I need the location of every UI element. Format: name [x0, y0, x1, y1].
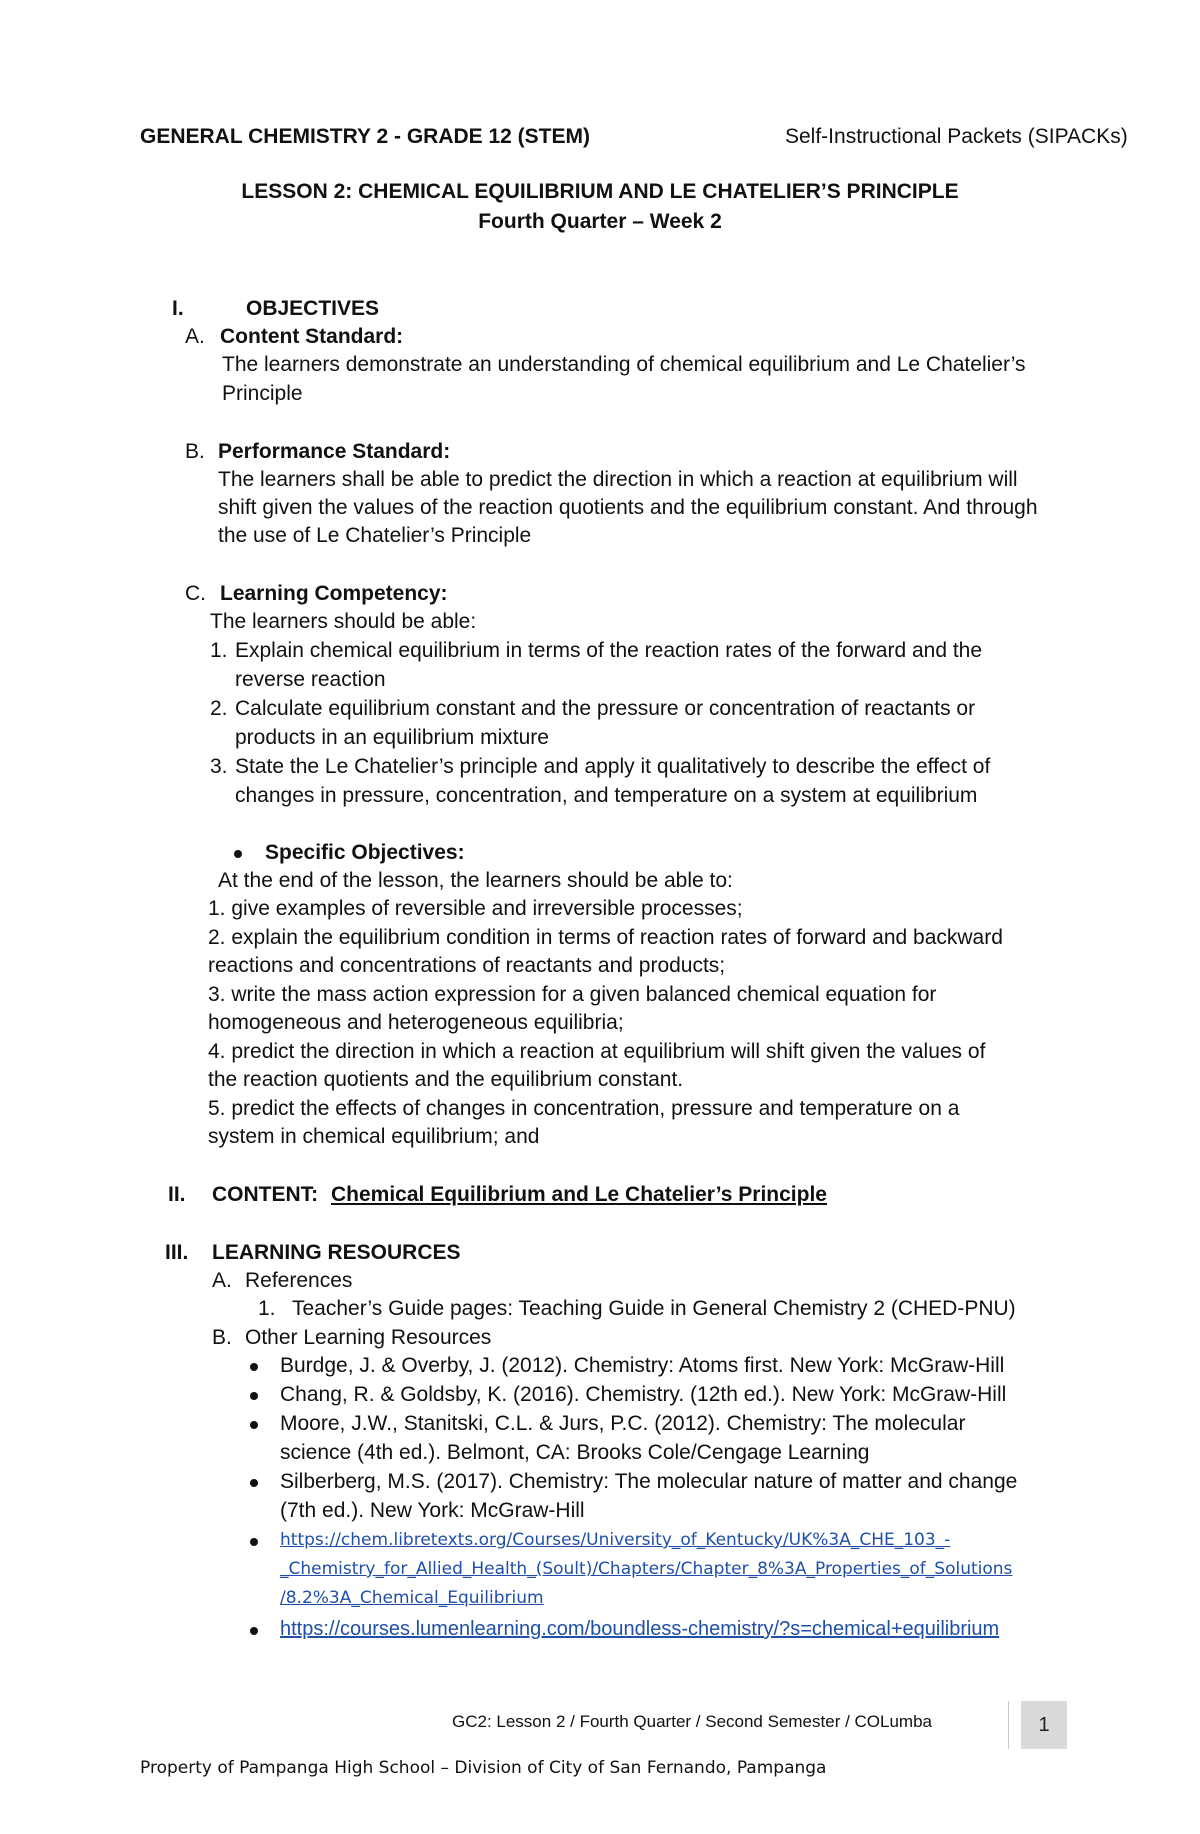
competency-line: reverse reaction: [235, 668, 386, 691]
learning-competency-heading: Learning Competency:: [220, 582, 448, 605]
content-standard-line: The learners demonstrate an understanding of chemical equilibrium and Le Chatelier’s: [222, 353, 1026, 376]
specific-objective-line: 5. predict the effects of changes in concentration, pressure and temperature on a: [208, 1097, 960, 1120]
other-resources-letter: B.: [212, 1326, 232, 1349]
header-right: Self-Instructional Packets (SIPACKs): [785, 125, 1128, 148]
content-topic: Chemical Equilibrium and Le Chatelier’s Principle: [331, 1183, 827, 1206]
lesson-title: LESSON 2: CHEMICAL EQUILIBRIUM AND LE CHATELIER’S PRINCIPLE: [241, 180, 959, 203]
resource-citation: Silberberg, M.S. (2017). Chemistry: The molecular nature of matter and change: [280, 1470, 1018, 1493]
competency-line: Calculate equilibrium constant and the pressure or concentration of reactants or: [235, 697, 976, 720]
resource-citation: Burdge, J. & Overby, J. (2012). Chemistry: Atoms first. New York: McGraw-Hill: [280, 1354, 1005, 1377]
resource-link[interactable]: /8.2%3A_Chemical_Equilibrium: [280, 1588, 544, 1608]
resource-citation: (7th ed.). New York: McGraw-Hill: [280, 1499, 585, 1522]
competency-number: 3.: [210, 755, 228, 778]
performance-standard-heading: Performance Standard:: [218, 440, 451, 463]
specific-objective-line: 4. predict the direction in which a reaction at equilibrium will shift given the values of: [208, 1040, 986, 1063]
specific-objective-line: homogeneous and heterogeneous equilibria;: [208, 1011, 624, 1034]
bullet-icon: [250, 1538, 258, 1546]
content-standard-letter: A.: [185, 325, 205, 348]
bullet-icon: [250, 1392, 258, 1400]
specific-objective-line: 3. write the mass action expression for a given balanced chemical equation for: [208, 983, 937, 1006]
competency-number: 1.: [210, 639, 228, 662]
footer-divider: [1008, 1701, 1009, 1749]
references-letter: A.: [212, 1269, 232, 1292]
bullet-icon: [250, 1363, 258, 1371]
resource-citation: Chang, R. & Goldsby, K. (2016). Chemistry. (12th ed.). New York: McGraw-Hill: [280, 1383, 1007, 1406]
bullet-icon: [234, 850, 242, 858]
page-number: 1: [1021, 1701, 1067, 1749]
other-resources-heading: Other Learning Resources: [245, 1326, 492, 1349]
bullet-icon: [250, 1421, 258, 1429]
specific-objective-line: 2. explain the equilibrium condition in terms of reaction rates of forward and backward: [208, 926, 1003, 949]
specific-objectives-heading: Specific Objectives:: [265, 841, 465, 864]
bullet-icon: [250, 1627, 258, 1635]
performance-standard-letter: B.: [185, 440, 205, 463]
specific-objectives-intro: At the end of the lesson, the learners should be able to:: [218, 869, 733, 892]
footer-course-line: GC2: Lesson 2 / Fourth Quarter / Second Semester / COLumba: [452, 1712, 933, 1731]
performance-standard-line: shift given the values of the reaction quotients and the equilibrium constant. And through: [218, 496, 1038, 519]
performance-standard-line: The learners shall be able to predict the direction in which a reaction at equilibrium will: [218, 468, 1018, 491]
header-left: GENERAL CHEMISTRY 2 - GRADE 12 (STEM): [140, 125, 591, 148]
content-standard-line: Principle: [222, 382, 303, 405]
specific-objective-line: 1. give examples of reversible and irreversible processes;: [208, 897, 743, 920]
resource-link[interactable]: _Chemistry_for_Allied_Health_(Soult)/Chapters/Chapter_8%3A_Properties_of_Solutions: [280, 1559, 1013, 1579]
learning-resources-heading: LEARNING RESOURCES: [212, 1241, 461, 1264]
reference-item: Teacher’s Guide pages: Teaching Guide in General Chemistry 2 (CHED-PNU): [292, 1297, 1016, 1320]
section-numeral-2: II.: [168, 1183, 186, 1206]
learning-competency-letter: C.: [185, 582, 206, 605]
resource-citation: Moore, J.W., Stanitski, C.L. & Jurs, P.C. (2012). Chemistry: The molecular: [280, 1412, 966, 1435]
resource-link[interactable]: https://courses.lumenlearning.com/boundless-chemistry/?s=chemical+equilibrium: [280, 1618, 1000, 1640]
footer-property: Property of Pampanga High School – Division of City of San Fernando, Pampanga: [140, 1758, 827, 1778]
lesson-quarter: Fourth Quarter – Week 2: [478, 210, 722, 233]
specific-objective-line: the reaction quotients and the equilibrium constant.: [208, 1068, 684, 1091]
competency-line: State the Le Chatelier’s principle and apply it qualitatively to describe the effect of: [235, 755, 991, 778]
specific-objective-line: system in chemical equilibrium; and: [208, 1125, 540, 1148]
learning-competency-intro: The learners should be able:: [210, 610, 477, 633]
reference-number: 1.: [258, 1297, 276, 1320]
specific-objective-line: reactions and concentrations of reactants and products;: [208, 954, 726, 977]
resource-link[interactable]: https://chem.libretexts.org/Courses/University_of_Kentucky/UK%3A_CHE_103_-: [280, 1530, 951, 1550]
resource-citation: science (4th ed.). Belmont, CA: Brooks Cole/Cengage Learning: [280, 1441, 870, 1464]
competency-number: 2.: [210, 697, 228, 720]
competency-line: changes in pressure, concentration, and temperature on a system at equilibrium: [235, 784, 978, 807]
references-heading: References: [245, 1269, 353, 1292]
competency-line: products in an equilibrium mixture: [235, 726, 549, 749]
performance-standard-line: the use of Le Chatelier’s Principle: [218, 524, 532, 547]
competency-line: Explain chemical equilibrium in terms of the reaction rates of the forward and the: [235, 639, 983, 662]
bullet-icon: [250, 1479, 258, 1487]
content-label: CONTENT:: [212, 1183, 319, 1206]
section-numeral-3: III.: [165, 1241, 189, 1264]
section-numeral-1: I.: [172, 297, 184, 320]
content-standard-heading: Content Standard:: [220, 325, 404, 348]
objectives-heading: OBJECTIVES: [246, 297, 380, 320]
